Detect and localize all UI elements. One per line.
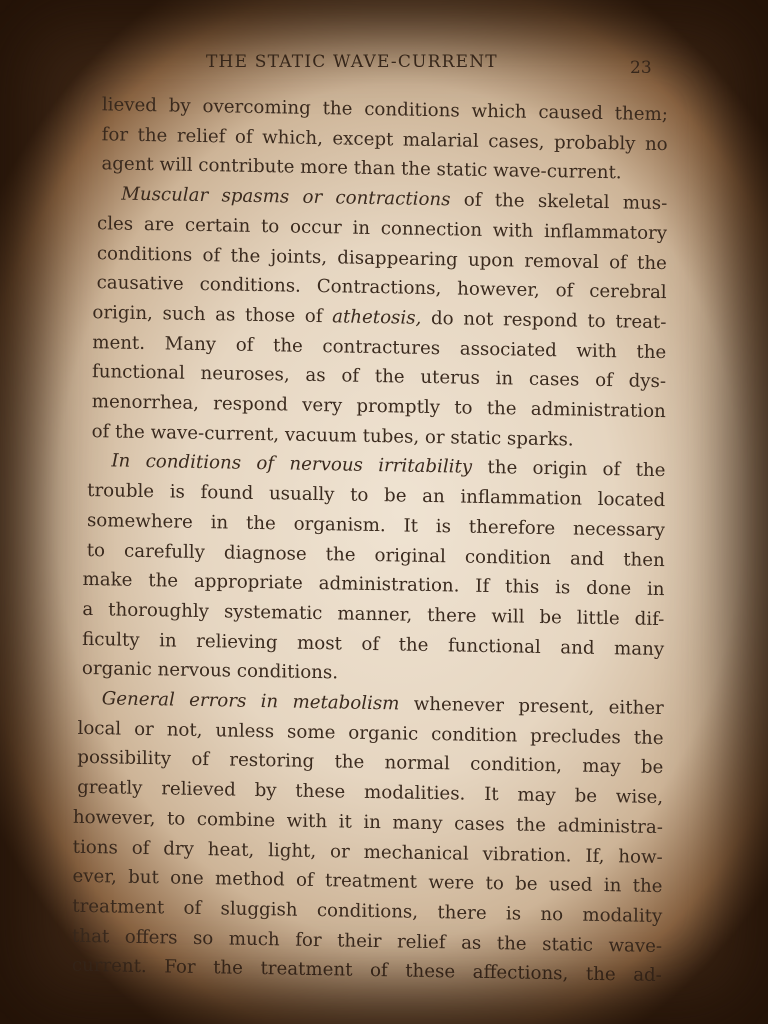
book-page	[70, 40, 680, 1000]
italic-phrase: General errors in metabolism	[101, 688, 400, 715]
text-line: lieved by overcoming the conditions which caused them;	[101, 94, 668, 126]
text-line: cles are certain to occur in connection with inflammatory	[96, 212, 668, 244]
text-line: conditions of the joints, disappearing upon removal of the	[96, 242, 667, 274]
text-line: somewhere in the organism. It is therefore necessary	[86, 509, 666, 541]
text-line: to carefully diagnose the original condition and then	[86, 539, 665, 571]
text-line: General errors in metabolism whenever present, either	[101, 688, 664, 720]
text-line: however, to combine with it in many cases the administra-	[72, 806, 663, 838]
italic-phrase: In conditions of nervous irritability	[111, 450, 473, 479]
italic-word: athetosis,	[332, 306, 422, 329]
text-line: possibility of restoring the normal condition, may be	[77, 747, 664, 779]
text-line: causative conditions. Contractions, however, of cerebral	[96, 272, 667, 304]
italic-phrase: Muscular spasms or contractions	[121, 183, 451, 211]
text-line: for the relief of which, except malarial cases, probably no	[101, 123, 668, 155]
text-line: that offers so much for their relief as the static wave-	[72, 925, 663, 957]
text-line: make the appropriate administration. If this is done in	[82, 569, 665, 601]
text-line: greatly relieved by these modalities. It may be wise,	[77, 777, 664, 809]
page-number: 23	[630, 58, 652, 78]
text-line: a thoroughly systematic manner, there will be little dif-	[82, 598, 665, 631]
body-text	[71, 90, 668, 991]
text-line: trouble is found usually to be an inflammation located	[87, 480, 666, 512]
text-line: tions of dry heat, light, or mechanical vibration. If, how-	[72, 836, 663, 868]
text-line: of the wave-current, vacuum tubes, or static sparks.	[91, 420, 574, 451]
text-line: treatment of sluggish conditions, there is no modality	[72, 895, 663, 928]
text-line: menorrhea, respond very promptly to the administration	[91, 391, 666, 423]
text-line: ever, but one method of treatment were to be used in the	[72, 866, 663, 898]
text-line: ment. Many of the contractures associated with the	[92, 331, 667, 363]
text-line: In conditions of nervous irritability the origin of the	[111, 450, 666, 482]
text-line: local or not, unless some organic condition precludes the	[77, 717, 664, 749]
running-head: THE STATIC WAVE-CURRENT	[206, 52, 498, 72]
text-line: origin, such as those of athetosis, do not respond to treat-	[92, 302, 667, 334]
text-line: agent will contribute more than the static wave-current.	[101, 153, 622, 184]
text-line: ficulty in relieving most of the functional and many	[82, 628, 665, 660]
text-line: organic nervous conditions.	[81, 658, 339, 684]
text-line: functional neuroses, as of the uterus in cases of dys-	[91, 361, 667, 393]
text-line: Muscular spasms or contractions of the skeletal mus-	[121, 183, 668, 215]
text-line: current. For the treatment of these affections, the ad-	[71, 955, 662, 987]
